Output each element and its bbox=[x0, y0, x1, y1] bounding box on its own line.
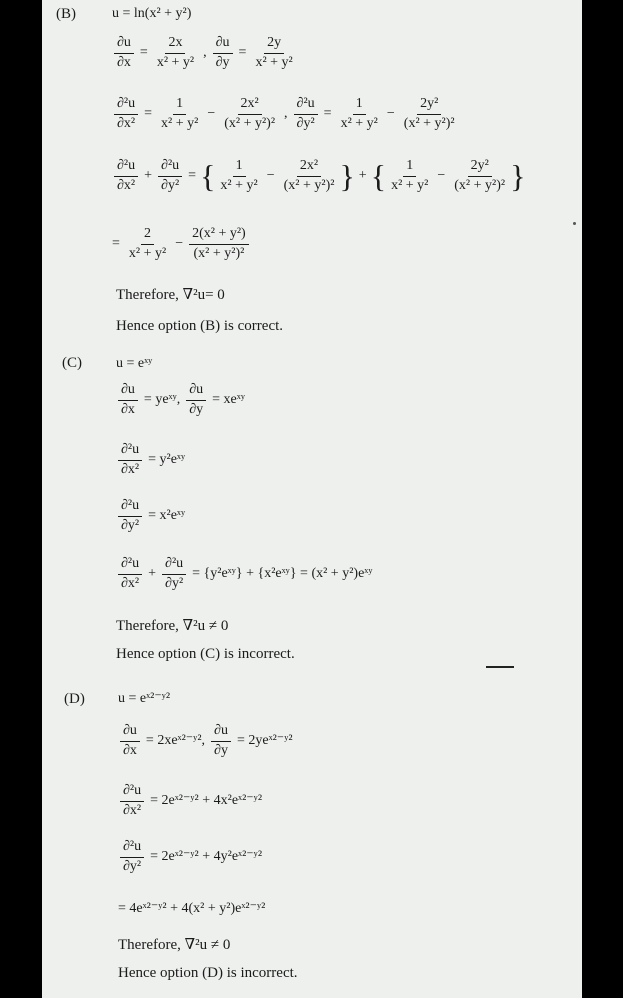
solution-page bbox=[42, 0, 582, 998]
option-c-conclusion: Hence option (C) is incorrect. bbox=[116, 646, 295, 662]
fraction-d2u-dx2: $\frac{\text{∂²u}}{\text{∂x²}}$ bbox=[114, 97, 138, 131]
option-c-function: u = eˣʸ bbox=[116, 356, 153, 371]
option-d-laplacian-sum: = 4eˣ²⁻ʸ² + 4(x² + y²)eˣ²⁻ʸ² bbox=[118, 901, 266, 916]
fraction-2x2-over-square: $\frac{\text{2x²}}{\text{(x² + y²)²}}$ bbox=[283, 158, 335, 193]
fraction-one-over-sum: $\frac{1}{\text{x² + y²}}$ bbox=[391, 158, 429, 193]
option-d-label: (D) bbox=[64, 691, 85, 707]
fraction-2-over-sum: $\frac{2}{\text{x² + y²}}$ bbox=[128, 226, 167, 261]
option-d-d2x: $\frac{\text{∂²u}}{\text{∂x²}}$ = 2eˣ²⁻ʸ² + 4x²eˣ²⁻ʸ² bbox=[118, 784, 266, 818]
fraction-d2u-dx2: $\frac{\text{∂²u}}{\text{∂x²}}$ bbox=[118, 557, 142, 591]
option-d-conclusion: Hence option (D) is incorrect. bbox=[118, 965, 298, 981]
option-d-d2y: $\frac{\text{∂²u}}{\text{∂y²}}$ = 2eˣ²⁻ʸ² + 4y²eˣ²⁻ʸ² bbox=[118, 840, 266, 874]
fraction-2x-over-sum: $\frac{2x}{\text{x² + y²}}$ bbox=[156, 35, 195, 70]
stray-dot bbox=[573, 222, 576, 225]
fraction-du-dy: $\frac{\partial u}{\partial y}$ bbox=[213, 36, 233, 70]
option-b-conclusion: Hence option (B) is correct. bbox=[116, 318, 284, 334]
fraction-d2u-dy2: $\frac{\text{∂²u}}{\text{∂y²}}$ bbox=[162, 557, 186, 591]
fraction-du-dy: $\frac{\partial u}{\partial y}$ bbox=[211, 724, 231, 758]
option-c-laplacian-sum: $\frac{\text{∂²u}}{\text{∂x²}}$ + $\frac{\text{∂²u}}{\text{∂y²}}$ = {y²eˣʸ} + {x²eˣʸ} = (x² + y²)eˣʸ bbox=[116, 557, 376, 591]
fraction-d2u-dy2: $\frac{\text{∂²u}}{\text{∂y²}}$ bbox=[294, 97, 318, 131]
option-b-function: u = ln(x² + y²) bbox=[112, 6, 192, 21]
option-c-first-derivatives: $\frac{\partial u}{\partial x}$ = yeˣʸ, $\frac{\partial u}{\partial y}$ = xeˣʸ bbox=[116, 383, 249, 417]
fraction-one-over-sum: $\frac{1}{\text{x² + y²}}$ bbox=[220, 158, 258, 193]
option-d-therefore: Therefore, ∇²u ≠ 0 bbox=[118, 937, 231, 953]
fraction-d2u-dx2: $\frac{\text{∂²u}}{\text{∂x²}}$ bbox=[114, 159, 138, 193]
fraction-du-dx: $\frac{\partial u}{\partial x}$ bbox=[120, 724, 140, 758]
stray-dash bbox=[486, 666, 514, 668]
option-c-label: (C) bbox=[62, 355, 82, 371]
fraction-d2u-dy2: $\frac{\text{∂²u}}{\text{∂y²}}$ bbox=[120, 840, 144, 874]
option-d-function: u = eˣ²⁻ʸ² bbox=[118, 691, 171, 706]
option-b-simplified: = $\frac{2}{\text{x² + y²}}$ − $\frac{\text{2(x² + y²)}}{\text{(x² + y²)²}}$ bbox=[112, 227, 251, 261]
option-c-d2y: $\frac{\text{∂²u}}{\text{∂y²}}$ = x²eˣʸ bbox=[116, 499, 189, 533]
option-b-first-derivatives: $\frac{\partial u}{\partial x}$ = $\frac{2x}{\text{x² + y²}}$ , $\frac{\partial u}{\partial y}$ = $\frac{2y}{\text{x² + y²}}$ bbox=[112, 36, 298, 70]
option-b-laplacian-sum: $\frac{\text{∂²u}}{\text{∂x²}}$ + $\frac{\text{∂²u}}{\text{∂y²}}$ = { $\frac{1}{\text{x² + y²}}$ − $\frac{\text{2x²}}{\text{(x² + y²)²}}$ } + { $\frac{1}{\text{x² + y²}}$ − $\frac{\text{2y²}}{\text{(x² + y²)²}}$ } bbox=[112, 159, 525, 193]
option-d-first-derivatives: $\frac{\partial u}{\partial x}$ = 2xeˣ²⁻ʸ², $\frac{\partial u}{\partial y}$ = 2yeˣ²⁻ʸ² bbox=[118, 724, 297, 758]
fraction-2y2-over-square: $\frac{\text{2y²}}{\text{(x² + y²)²}}$ bbox=[454, 158, 506, 193]
option-b-second-derivatives: $\frac{\text{∂²u}}{\text{∂x²}}$ = $\frac{1}{\text{x² + y²}}$ − $\frac{\text{2x²}}{\text{(x² + y²)²}}$ , $\frac{\text{∂²u}}{\text{∂y²}}$ = $\frac{1}{\text{x² + y²}}$ − $\frac{\text{2y²}}{\text{(x² + y²)²}}$ bbox=[112, 97, 460, 131]
fraction-2y2-over-square: $\frac{\text{2y²}}{\text{(x² + y²)²}}$ bbox=[403, 96, 455, 131]
option-b-therefore: Therefore, ∇²u= 0 bbox=[116, 287, 225, 303]
fraction-d2u-dy2: $\frac{\text{∂²u}}{\text{∂y²}}$ bbox=[158, 159, 182, 193]
option-c-d2x: $\frac{\text{∂²u}}{\text{∂x²}}$ = y²eˣʸ bbox=[116, 443, 189, 477]
fraction-d2u-dx2: $\frac{\text{∂²u}}{\text{∂x²}}$ bbox=[120, 784, 144, 818]
fraction-du-dx: $\frac{\partial u}{\partial x}$ bbox=[118, 383, 138, 417]
option-c-therefore: Therefore, ∇²u ≠ 0 bbox=[116, 618, 229, 634]
option-b-label: (B) bbox=[56, 6, 76, 22]
fraction-du-dx: $\frac{\partial u}{\partial x}$ bbox=[114, 36, 134, 70]
fraction-d2u-dy2: $\frac{\text{∂²u}}{\text{∂y²}}$ bbox=[118, 499, 142, 533]
fraction-2y-over-sum: $\frac{2y}{\text{x² + y²}}$ bbox=[255, 35, 293, 70]
fraction-du-dy: $\frac{\partial u}{\partial y}$ bbox=[186, 383, 206, 417]
fraction-d2u-dx2: $\frac{\text{∂²u}}{\text{∂x²}}$ bbox=[118, 443, 142, 477]
fraction-2x2-over-square: $\frac{\text{2x²}}{\text{(x² + y²)²}}$ bbox=[224, 96, 276, 131]
fraction-one-over-sum: $\frac{1}{\text{x² + y²}}$ bbox=[340, 96, 378, 131]
fraction-one-over-sum: $\frac{1}{\text{x² + y²}}$ bbox=[161, 96, 199, 131]
fraction-2sum-over-square: $\frac{\text{2(x² + y²)}}{\text{(x² + y²)²}}$ bbox=[189, 227, 249, 261]
